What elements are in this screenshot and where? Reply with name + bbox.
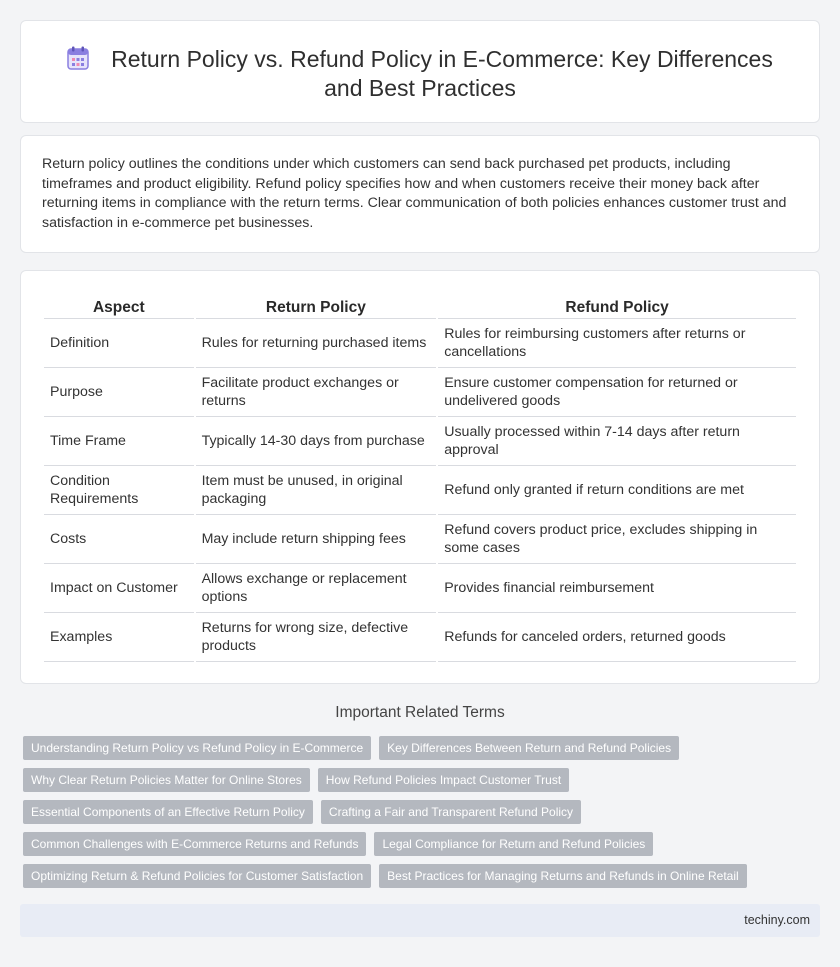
cell-return: May include return shipping fees: [196, 515, 437, 564]
table-row: [44, 515, 796, 564]
related-term-tag[interactable]: Legal Compliance for Return and Refund Policies: [374, 832, 653, 856]
cell-return: Rules for returning purchased items: [196, 319, 437, 368]
table-header-row: [44, 297, 796, 319]
cell-aspect: Condition Requirements: [44, 466, 194, 515]
header-refund-policy: Refund Policy: [438, 297, 796, 319]
table-row: [44, 564, 796, 613]
cell-aspect: Impact on Customer: [44, 564, 194, 613]
related-term-tag[interactable]: Why Clear Return Policies Matter for Online Stores: [23, 768, 310, 792]
cell-aspect: Examples: [44, 613, 194, 662]
related-terms-list: [23, 736, 813, 896]
table-row: [44, 417, 796, 466]
cell-refund: Refund covers product price, excludes shipping in some cases: [438, 515, 796, 564]
tag-row: [23, 864, 813, 888]
cell-return: Returns for wrong size, defective products: [196, 613, 437, 662]
page-header: [61, 45, 779, 103]
tag-row: [23, 832, 813, 856]
related-term-tag[interactable]: Essential Components of an Effective Return Policy: [23, 800, 313, 824]
related-term-tag[interactable]: Crafting a Fair and Transparent Refund Policy: [321, 800, 581, 824]
related-term-tag[interactable]: How Refund Policies Impact Customer Trust: [318, 768, 569, 792]
cell-refund: Refund only granted if return conditions are met: [438, 466, 796, 515]
cell-refund: Ensure customer compensation for returned or undelivered goods: [438, 368, 796, 417]
table-row: [44, 613, 796, 662]
cell-aspect: Costs: [44, 515, 194, 564]
related-term-tag[interactable]: Best Practices for Managing Returns and Refunds in Online Retail: [379, 864, 747, 888]
cell-return: Facilitate product exchanges or returns: [196, 368, 437, 417]
cell-refund: Provides financial reimbursement: [438, 564, 796, 613]
cell-aspect: Definition: [44, 319, 194, 368]
cell-return: Allows exchange or replacement options: [196, 564, 437, 613]
intro-card: [20, 135, 820, 253]
related-term-tag[interactable]: Optimizing Return & Refund Policies for Customer Satisfaction: [23, 864, 371, 888]
intro-paragraph: Return policy outlines the conditions under which customers can send back purchased pet products, including timeframes and product eligibility. Refund policy specifies how and when customers receive their money back after returning items in compliance with the return terms. Clear communication of both policies enhances customer trust and satisfaction in e-commerce pet businesses.: [42, 156, 787, 231]
related-terms-heading: Important Related Terms: [335, 704, 505, 721]
footer: [20, 904, 820, 937]
calendar-icon: [67, 46, 89, 70]
cell-aspect: Purpose: [44, 368, 194, 417]
cell-refund: Usually processed within 7-14 days after return approval: [438, 417, 796, 466]
related-term-tag[interactable]: Understanding Return Policy vs Refund Policy in E-Commerce: [23, 736, 371, 760]
footer-site-name[interactable]: techiny.com: [744, 913, 810, 927]
header-return-policy: Return Policy: [196, 297, 437, 319]
cell-refund: Refunds for canceled orders, returned goods: [438, 613, 796, 662]
page-title: Return Policy vs. Refund Policy in E-Commerce: Key Differences and Best Practices: [111, 46, 773, 101]
table-row: [44, 319, 796, 368]
cell-aspect: Time Frame: [44, 417, 194, 466]
tag-row: [23, 736, 813, 760]
cell-refund: Rules for reimbursing customers after returns or cancellations: [438, 319, 796, 368]
comparison-card: [20, 270, 820, 684]
comparison-table: [42, 297, 798, 662]
tag-row: [23, 800, 813, 824]
related-term-tag[interactable]: Common Challenges with E-Commerce Returns and Refunds: [23, 832, 366, 856]
header-aspect: Aspect: [44, 297, 194, 319]
tag-row: [23, 768, 813, 792]
cell-return: Item must be unused, in original packaging: [196, 466, 437, 515]
cell-return: Typically 14-30 days from purchase: [196, 417, 437, 466]
table-row: [44, 368, 796, 417]
table-row: [44, 466, 796, 515]
related-term-tag[interactable]: Key Differences Between Return and Refund Policies: [379, 736, 679, 760]
title-card: [20, 20, 820, 123]
